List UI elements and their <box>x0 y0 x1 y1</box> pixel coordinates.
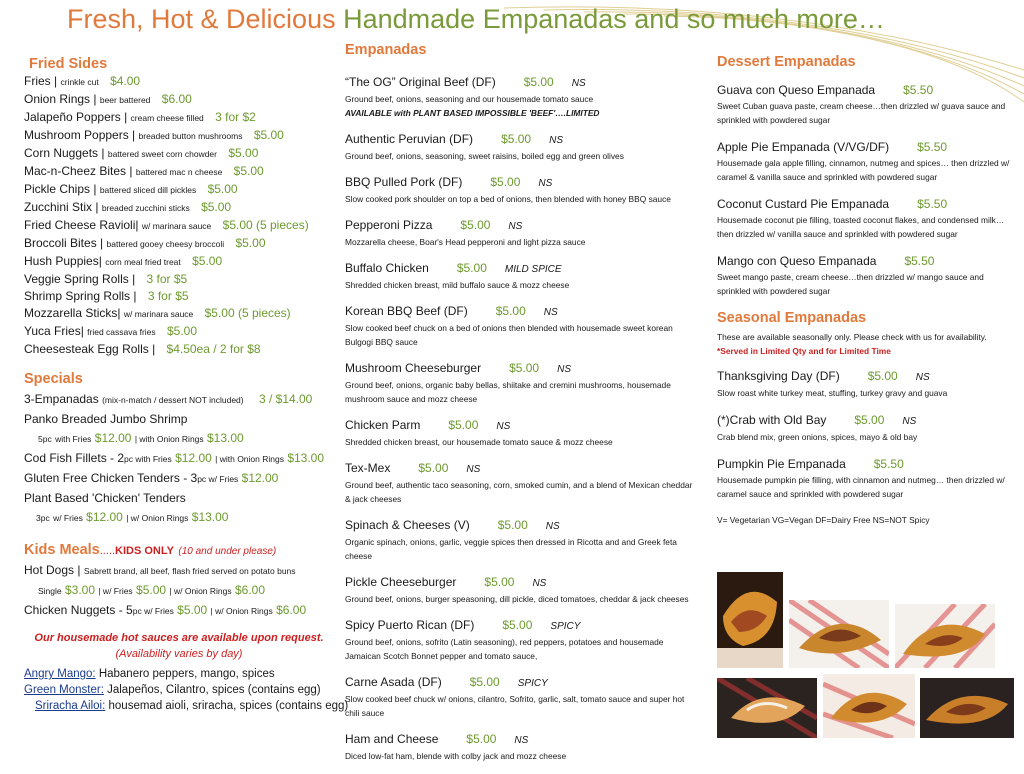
item-heading <box>345 174 700 192</box>
item-description: Ground beef, onions, organic baby bellas, shiitake and cremini mushrooms, housemade mushroom sauce and mozz cheese <box>345 380 671 404</box>
item-price: $5.00 <box>466 732 497 746</box>
left-column <box>24 56 349 714</box>
item-name: Pepperoni Pizza <box>345 218 433 232</box>
item-name: Tex-Mex <box>345 461 391 475</box>
special-3-empanadas: 3-Empanadas (mix-n-match / dessert NOT included) 3 / $14.00 <box>24 392 313 406</box>
item-description: Shredded chicken breast, mild buffalo sauce & mozz cheese <box>345 280 570 290</box>
photo-empanada-6 <box>920 678 1014 738</box>
item-heading <box>717 253 1017 270</box>
item-price: $5.50 <box>903 83 934 97</box>
fried-side-item <box>24 73 334 91</box>
item-price: $5.50 <box>904 254 935 268</box>
item-tag: MILD SPICE <box>504 264 562 275</box>
item-name: Thanksgiving Day (DF) <box>717 369 840 383</box>
sauce-desc: housemad aioli, sriracha, spices (contains egg) <box>108 700 349 712</box>
item-price: 3 for $2 <box>215 110 256 124</box>
item-heading <box>717 196 1017 213</box>
item-tag: NS <box>557 364 572 375</box>
kids-nuggets: Chicken Nuggets - 5pc w/ Fries $5.00 | w/ Onion Rings $6.00 <box>24 603 307 617</box>
item-description: Slow cooked beef chuck on a bed of onions then blended with housemade sweet korean Bulgogi BBQ sauce <box>345 323 673 347</box>
item-price: $5.00 <box>501 132 532 146</box>
item-note: w/ marinara sauce <box>141 221 212 231</box>
item-heading <box>345 617 700 635</box>
sauce-name: Angry Mango: <box>24 668 96 680</box>
item-extra-note: AVAILABLE with PLANT BASED IMPOSSIBLE 'BEEF'….LIMITED <box>345 108 600 118</box>
dessert-heading: Dessert Empanadas <box>717 54 856 70</box>
item-price: $5.00 <box>523 75 554 89</box>
item-price: $5.00 <box>192 254 223 268</box>
item-tag: NS <box>532 578 547 589</box>
dessert-item <box>717 139 1017 184</box>
item-name: Jalapeño Poppers | <box>24 110 128 124</box>
item-note: fried cassava fries <box>87 327 156 337</box>
item-name: Zucchini Stix | <box>24 200 99 214</box>
item-name: Corn Nuggets | <box>24 146 105 160</box>
kids-single: Single $3.00 | w/ Fries $5.00 | w/ Onion Rings $6.00 <box>38 583 265 597</box>
empanada-item <box>345 617 700 663</box>
title-part-1: Fresh, Hot & Delicious <box>67 4 336 34</box>
fried-side-item <box>24 341 334 358</box>
item-description: Mozzarella cheese, Boar's Head pepperoni and light pizza sauce <box>345 237 586 247</box>
hot-sauce-item <box>24 698 349 714</box>
item-note: battered gooey cheesy broccoli <box>106 239 225 249</box>
hot-sauces-list <box>24 666 349 714</box>
item-note: breaded button mushrooms <box>138 131 243 141</box>
item-price: $5.00 <box>253 128 284 142</box>
item-description: Ground beef, onions, burger speasoning, dill pickle, diced tomatoes, cheddar & jack cheeses <box>345 594 689 604</box>
item-tag: NS <box>508 221 523 232</box>
item-name: Onion Rings | <box>24 92 97 106</box>
item-price: $5.00 <box>167 324 198 338</box>
special-shrimp: Panko Breaded Jumbo Shrimp <box>24 412 188 426</box>
item-note: corn meal fried treat <box>105 257 181 267</box>
seasonal-item <box>717 456 1017 501</box>
item-name: Carne Asada (DF) <box>345 675 442 689</box>
item-tag: NS <box>902 416 917 427</box>
empanada-item <box>345 731 700 763</box>
item-name: Veggie Spring Rolls | <box>24 272 136 286</box>
fried-side-item <box>24 199 334 217</box>
item-name: (*)Crab with Old Bay <box>717 413 827 427</box>
item-name: Coconut Custard Pie Empanada <box>717 197 890 211</box>
item-tag: SPICY <box>550 621 581 632</box>
item-price: $5.50 <box>917 140 948 154</box>
item-price: $5.00 <box>235 236 266 250</box>
dessert-item <box>717 196 1017 241</box>
item-tag: NS <box>915 372 930 383</box>
seasonal-list <box>717 368 1017 501</box>
photo-empanada-2 <box>789 600 889 668</box>
hot-sauce-item <box>24 682 334 698</box>
item-description: Housemade pumpkin pie filling, with cinnamon and nutmeg… then drizzled w/ caramel sauce and sprinkled with powdered sugar <box>717 475 1005 499</box>
dessert-list <box>717 82 1017 298</box>
item-price: $5.00 <box>497 518 528 532</box>
item-heading <box>345 303 700 321</box>
item-price: $5.00 <box>201 200 232 214</box>
item-heading <box>345 460 700 478</box>
empanada-item <box>345 517 700 563</box>
dietary-legend: V= Vegetarian VG=Vegan DF=Dairy Free NS=NOT Spicy <box>717 515 930 525</box>
fried-sides-heading: Fried Sides <box>29 56 108 72</box>
item-name: Broccoli Bites | <box>24 236 104 250</box>
item-description: Crab blend mix, green onions, spices, mayo & old bay <box>717 432 918 442</box>
item-tag: NS <box>545 521 560 532</box>
item-heading <box>717 412 1017 430</box>
item-price: $5.00 (5 pieces) <box>204 306 291 320</box>
empanada-photos <box>717 572 1017 738</box>
item-name: Korean BBQ Beef (DF) <box>345 304 468 318</box>
item-price: $4.00 <box>110 74 141 88</box>
item-description: Slow cooked beef chuck w/ onions, cilantro, Sofrito, garlic, salt, tomato sauce and super hot chili sauce <box>345 694 685 718</box>
item-heading <box>717 82 1017 99</box>
item-heading <box>345 674 700 692</box>
right-column <box>717 54 1017 527</box>
item-price: $5.00 <box>854 413 885 427</box>
item-price: $5.00 <box>228 146 259 160</box>
item-heading <box>345 517 700 535</box>
item-name: Mozzarella Sticks| <box>24 306 121 320</box>
item-name: Mac-n-Cheez Bites | <box>24 164 133 178</box>
fried-side-item <box>24 145 334 163</box>
item-name: Mushroom Cheeseburger <box>345 361 482 375</box>
item-note: crinkle cut <box>60 77 99 87</box>
hot-sauce-item <box>24 666 334 682</box>
empanada-item <box>345 217 700 249</box>
item-note: battered sweet corn chowder <box>107 149 217 159</box>
item-description: Sweet mango paste, cream cheese…then drizzled w/ mango sauce and sprinkled with powdered sugar <box>717 272 984 296</box>
item-name: Hush Puppies| <box>24 254 102 268</box>
seasonal-heading: Seasonal Empanadas <box>717 310 867 326</box>
fried-sides-list <box>24 73 334 358</box>
item-price: $4.50ea / 2 for $8 <box>166 342 261 356</box>
empanada-item <box>345 174 700 206</box>
item-price: $5.00 <box>867 369 898 383</box>
item-price: $5.00 <box>490 175 521 189</box>
seasonal-intro: These are available seasonally only. Please check with us for availability. <box>717 332 987 342</box>
item-tag: NS <box>466 464 481 475</box>
item-price: $5.50 <box>873 457 904 471</box>
item-description: Ground beef, onions, seasoning, sweet raisins, boiled egg and green olives <box>345 151 624 161</box>
empanada-item <box>345 360 700 406</box>
item-heading <box>345 574 700 592</box>
seasonal-limited-note: *Served in Limited Qty and for Limited Time <box>717 346 891 356</box>
fried-side-item <box>24 109 334 127</box>
item-name: Guava con Queso Empanada <box>717 83 876 97</box>
item-note: breaded zucchini sticks <box>101 203 190 213</box>
item-note: beer battered <box>99 95 151 105</box>
item-description: Ground beef, onions, seasoning and our housemade tomato sauce <box>345 94 594 104</box>
kids-hot-dogs: Hot Dogs | Sabrett brand, all beef, flash fried served on potato buns <box>24 563 296 577</box>
item-heading <box>345 417 700 435</box>
item-heading <box>345 131 700 149</box>
item-heading <box>717 456 1017 473</box>
fried-side-item <box>24 217 334 235</box>
item-heading <box>345 360 700 378</box>
item-price: $5.00 <box>460 218 491 232</box>
item-name: Cheesesteak Egg Rolls | <box>24 342 156 356</box>
seasonal-item <box>717 368 1017 400</box>
title-part-2: Handmade Empanadas and so much more… <box>343 4 885 34</box>
fried-side-item <box>24 235 334 253</box>
fried-side-item <box>24 163 334 181</box>
item-name: Apple Pie Empanada (V/VG/DF) <box>717 140 890 154</box>
fried-side-item <box>24 305 334 323</box>
empanadas-heading: Empanadas <box>345 42 427 58</box>
item-name: BBQ Pulled Pork (DF) <box>345 175 463 189</box>
kids-meals-heading: Kids Meals.....KIDS ONLY (10 and under please) <box>24 542 277 558</box>
item-price: $5.00 <box>495 304 526 318</box>
item-tag: NS <box>549 135 563 146</box>
item-description: Shredded chicken breast, our housemade tomato sauce & mozz cheese <box>345 437 613 447</box>
item-name: Shrimp Spring Rolls | <box>24 289 137 303</box>
item-description: Housemade coconut pie filling, toasted coconut flakes, and condensed milk… then drizzled w/ vanilla sauce and sprinkled with powdered sugar <box>717 215 1005 239</box>
item-price: 3 for $5 <box>147 289 189 303</box>
special-cod: Cod Fish Fillets - 2pc with Fries $12.00 | with Onion Rings $13.00 <box>24 451 325 465</box>
item-price: $5.00 <box>418 461 449 475</box>
fried-side-item <box>24 323 334 341</box>
specials-heading: Specials <box>24 371 83 387</box>
item-price: $5.00 <box>484 575 515 589</box>
empanada-item <box>345 574 700 606</box>
item-price: 3 for $5 <box>146 272 188 286</box>
photo-empanada-3 <box>895 604 995 668</box>
hot-sauces-heading: Our housemade hot sauces are available upon request. <box>34 632 324 644</box>
empanadas-column <box>345 42 700 774</box>
item-name: Spinach & Cheeses (V) <box>345 518 470 532</box>
item-name: Authentic Peruvian (DF) <box>345 132 474 146</box>
item-description: Housemade gala apple filling, cinnamon, nutmeg and spices… then drizzled w/ caramel & vanilla sauce and sprinkled with powdered sugar <box>717 158 1010 182</box>
fried-side-item <box>24 271 334 288</box>
item-price: $5.00 <box>502 618 533 632</box>
page-title <box>67 4 885 35</box>
item-description: Slow roast white turkey meat, stuffing, turkey gravy and guava <box>717 388 948 398</box>
item-tag: NS <box>496 421 511 432</box>
seasonal-item <box>717 412 1017 444</box>
item-description: Sweet Cuban guava paste, cream cheese…then drizzled w/ guava sauce and sprinkled with powdered sugar <box>717 101 1006 125</box>
sauce-desc: Jalapeños, Cilantro, spices (contains egg) <box>107 684 321 696</box>
photo-empanada-1 <box>717 572 783 668</box>
item-tag: NS <box>571 78 586 89</box>
item-price: $5.00 <box>456 261 487 275</box>
empanada-item <box>345 417 700 449</box>
fried-side-item <box>24 91 334 109</box>
fried-side-item <box>24 288 334 305</box>
item-name: Pickle Cheeseburger <box>345 575 457 589</box>
dessert-item <box>717 253 1017 298</box>
dessert-item <box>717 82 1017 127</box>
item-description: Slow cooked pork shoulder on top a bed of onions, then blended with honey BBQ sauce <box>345 194 671 204</box>
item-price: $5.00 <box>207 182 238 196</box>
item-price: $5.50 <box>917 197 948 211</box>
sauce-name: Green Monster: <box>24 684 104 696</box>
item-description: Organic spinach, onions, garlic, veggie spices then dressed in Ricotta and and Greek feta cheese <box>345 537 677 561</box>
item-heading <box>345 260 700 278</box>
fried-side-item <box>24 253 334 271</box>
item-price: $5.00 (5 pieces) <box>222 218 309 232</box>
item-name: Chicken Parm <box>345 418 421 432</box>
sauce-name: Sriracha Ailoi: <box>35 700 106 712</box>
item-tag: NS <box>543 307 558 318</box>
item-name: Mushroom Poppers | <box>24 128 136 142</box>
item-price: $5.00 <box>469 675 500 689</box>
empanadas-list <box>345 74 700 763</box>
item-note: cream cheese filled <box>130 113 204 123</box>
item-heading <box>717 368 1017 386</box>
item-description: Ground beef, onions, sofrito (Latin seasoning), red peppers, potatoes and housemade Jamaican Scotch Bonnet pepper and tomato sauce, <box>345 637 664 661</box>
item-name: Spicy Puerto Rican (DF) <box>345 618 475 632</box>
special-shrimp-prices: 5pc with Fries $12.00 | with Onion Rings $13.00 <box>38 431 244 445</box>
item-note: battered sliced dill pickles <box>99 185 197 195</box>
empanada-item <box>345 74 700 120</box>
item-name: “The OG” Original Beef (DF) <box>345 75 496 89</box>
item-note: battered mac n cheese <box>135 167 223 177</box>
photo-empanada-4 <box>717 678 817 738</box>
item-name: Pumpkin Pie Empanada <box>717 457 846 471</box>
item-heading <box>345 74 700 92</box>
item-price: $6.00 <box>161 92 192 106</box>
item-description: Ground beef, authentic taco seasoning, corn, smoked cumin, and a blend of Mexican cheddar & jack cheeses <box>345 480 693 504</box>
item-name: Yuca Fries| <box>24 324 84 338</box>
item-note: w/ marinara sauce <box>123 309 194 319</box>
special-chicken-tenders: Gluten Free Chicken Tenders - 3pc w/ Fries $12.00 <box>24 471 279 485</box>
item-price: $5.00 <box>448 418 479 432</box>
item-name: Pickle Chips | <box>24 182 97 196</box>
fried-side-item <box>24 181 334 199</box>
empanada-item <box>345 674 700 720</box>
item-name: Ham and Cheese <box>345 732 439 746</box>
fried-side-item <box>24 127 334 145</box>
hot-sauces-note: (Availability varies by day) <box>115 648 243 660</box>
item-price: $5.00 <box>509 361 540 375</box>
special-plant-prices: 3pc w/ Fries $12.00 | w/ Onion Rings $13.00 <box>36 510 229 524</box>
special-plant-tenders: Plant Based 'Chicken' Tenders <box>24 491 186 505</box>
item-tag: NS <box>538 178 553 189</box>
item-heading <box>345 217 700 235</box>
item-tag: SPICY <box>517 678 548 689</box>
empanada-item <box>345 260 700 292</box>
item-price: $5.00 <box>233 164 264 178</box>
empanada-item <box>345 303 700 349</box>
item-name: Mango con Queso Empanada <box>717 254 877 268</box>
item-heading <box>717 139 1017 156</box>
photo-empanada-5 <box>823 674 915 738</box>
empanada-item <box>345 460 700 506</box>
empanada-item <box>345 131 700 163</box>
item-name: Fries | <box>24 74 58 88</box>
item-name: Buffalo Chicken <box>345 261 429 275</box>
sauce-desc: Habanero peppers, mango, spices <box>98 668 275 680</box>
item-description: Diced low-fat ham, blende with colby jack and mozz cheese <box>345 751 567 761</box>
item-heading <box>345 731 700 749</box>
item-name: Fried Cheese Ravioli| <box>24 218 139 232</box>
item-tag: NS <box>514 735 529 746</box>
